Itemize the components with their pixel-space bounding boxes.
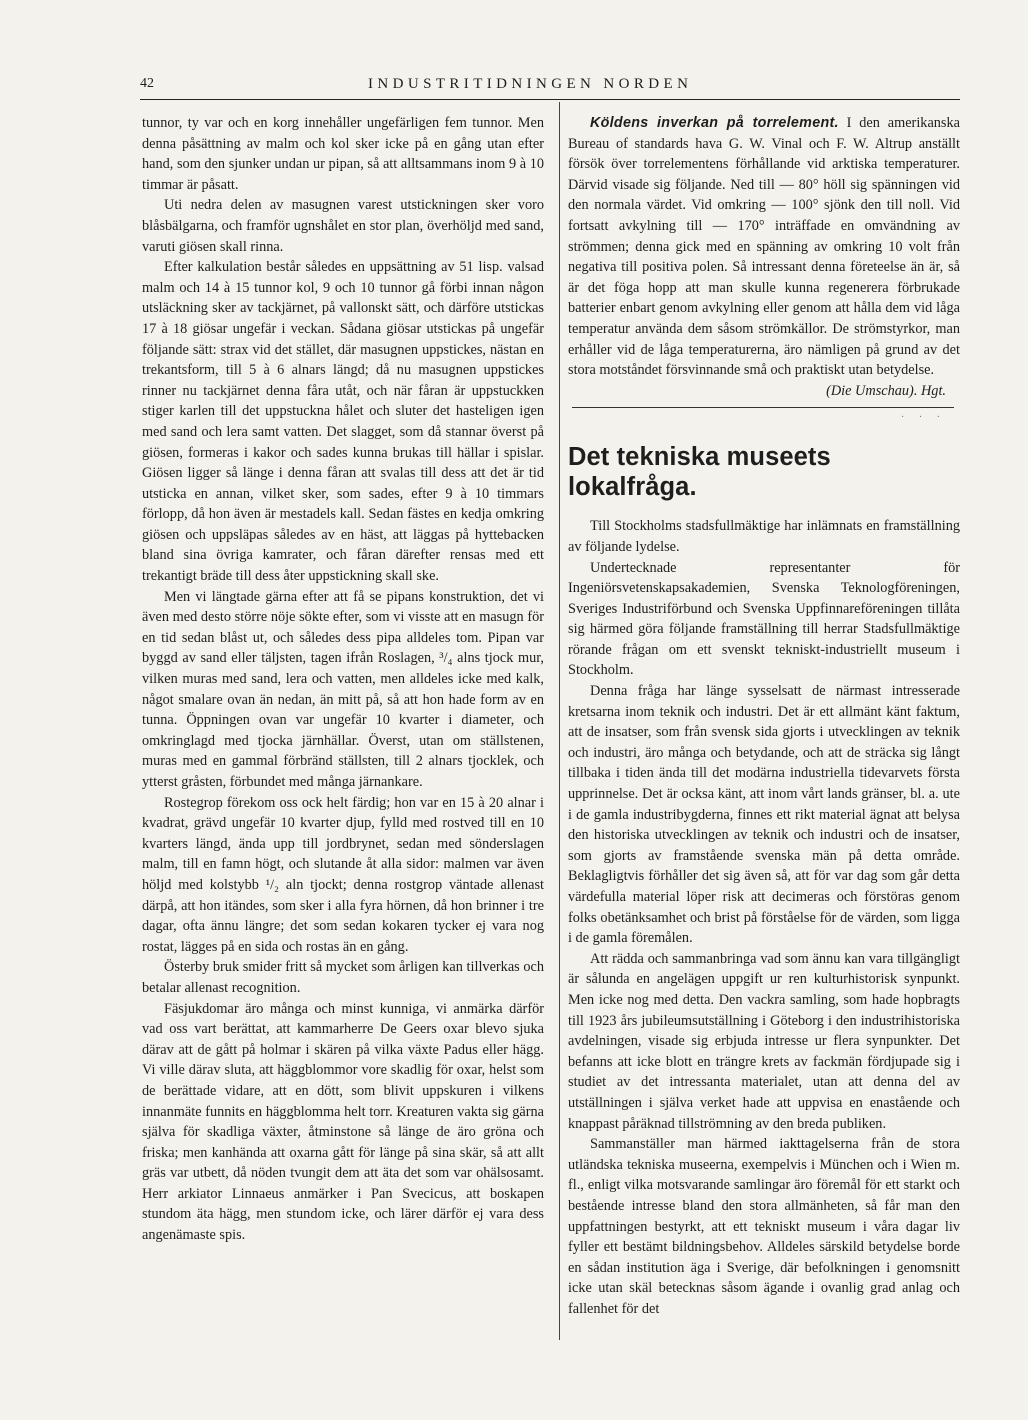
paragraph: Men vi längtade gärna efter att få se pipans konstruktion, det vi även med desto större nöje sökte efter, som vi visste att en masugn för en tid sedan blåst ut, och således dess pipa alldeles tom. Pipan var byggd av sand eller täljsten, tagen ifrån Roslagen, ³/₄ alns tjock mur, vilken muras med sand, lera och vatten, men alldeles icke med kalk, något smalare ovan än nedan, än mitt på, så att hon hade form av en tunna. Öppningen ovan var ungefär 10 kvarter i diameter, och omkringlagd med tjocka järnhällar. Överst, utan om ställstenen, muras med en gammal förbränd ställsten, till 2 alnars tjocklek, och ytterst gråsten, förbundet med många järnankare. (142, 588, 544, 790)
news-note (568, 113, 960, 381)
column-divider (559, 102, 560, 1340)
paragraph: Undertecknade representanter för Ingeniörsvetenskapsakademien, Svenska Teknologföreningen, Sveriges Industriförbund och Svenska Uppfinnareföreningen tillåta sig härmed göra följande framställning till herrar Stadsfullmäktige rörande frågan om ett svenskt tekniskt-industriellt museum i Stockholm. (568, 559, 960, 679)
paragraph: Rostegrop förekom oss ock helt färdig; hon var en 15 à 20 alnar i kvadrat, grävd ungefär 10 kvarter djup, fylld med rostved till en 10 kvarters längd, ända upp till jordbrynet, sedan med sönderslagen malm, till en famn högt, och slutande åt alla sidor: malmen var även höljd med kolstybb ¹/₂ aln tjockt; denna rostgrop väntade allenast därpå, att hon itändes, som sker i alla fyra hörnen, då hon brinner i tre dagar, ofta ännu längre; det som sedan kokaren tycker ej vara nog rostat, lägges på en sida och rostas än en gång. (142, 794, 544, 955)
paragraph: Efter kalkulation består således en uppsättning av 51 lisp. valsad malm och 14 à 15 tunnor kol, 9 och 10 tunnor gå förbi innan någon utsläckning sker av tackjärnet, på vallonskt sätt, och därföre utstickas 17 à 18 giösar ungefär i veckan. Sådana giösar utstickas på ungefär följande sätt: strax vid det stället, där masugnen uppstickes, nästan en trekantsform, till 5 à 6 alnars längd; då nu masugnen uppstickes rinner nu tackjärnet denna fåra utåt, och när fåran är uppstuckken stiger karlen till det uppstuckna hålet och sluter det hasteligen igen med sand och lera samt vatten. Det slagget, som då stannar överst på giösen, formeras i kakor och sades kunna brukas till hällar i spislar. Giösen ligger så länge i denna fåran att svalas till dess att det är tid utsticka en annan, vilket sker, som sades, efter 9 à 10 timmars förlopp, då hon även är mestadels kall. Sedan fästes en kedja omkring giösen och uppsläpas således av en häst, att läggas på hyttebacken bland sina övriga kamrater, och fåran därefter rensas med ett trekantigt bräde till dess åter uppstickning skall ske. (142, 259, 544, 585)
left-column (142, 113, 544, 1246)
paragraph: Fäsjukdomar äro många och minst kunniga, vi anmärka därför vad oss vart berättat, att kammarherre De Geers oxar blevo sjuka därav att de gått på holmar i skären på vilka växte Padus eller hägg. Vi ville därav sluta, att häggblommor vore skadlig för oxar, helst som de berättade vidare, att en dött, som blivit uppskuren i vilkens innanmäte funnits en häggblomma helt torr. Kreaturen vakta sig gärna själva för skadliga växter, åtminstone så länge de äro gröna och friska; men kanhända att oxarna gått för länge på sina skär, så att allt gräs var utbett, då nöden tvungit dem att äta det som var ohälsosamt. Herr arkiator Linnaeus anmärker i Pan Svecicus, att boskapen stundom äta hägg, men stundom icke, och lärer därför ej vara dess angenämaste spis. (142, 1000, 544, 1244)
paragraph: Uti nedra delen av masugnen varest utstickningen sker voro blåsbälgarna, och framför ugnshålet en stor plan, överhöljd med sand, varuti giösen skall rinna. (142, 197, 544, 255)
right-column (568, 113, 960, 1319)
paragraph: tunnor, ty var och en korg innehåller ungefärligen fem tunnor. Men denna påsättning av malm och kol sker icke på en gång utan efter hand, som den sjunker undan ur pipan, så att alltsammans inom 9 à 10 timmar är påsatt. (142, 115, 544, 193)
header-rule (140, 99, 960, 100)
paragraph: Att rädda och sammanbringa vad som ännu kan vara tillgängligt är sålunda en angelägen uppgift ur ren kulturhistorisk synpunkt. Men icke nog med detta. Den vackra samling, som hade hopbragts till 1923 års jubileumsutställning i Göteborg i den industrihistoriska avdelningen, visade sig erbjuda intresse ur flera synpunkter. Det befanns att icke blott en trängre krets av fackmän fördjupade sig i studiet av det intressanta materialet, utan att denna del av utställningen i själva verket hade att uppvisa en enastående och knappast påräknad tillströmning av den breda publiken. (568, 950, 960, 1132)
note-text: I den amerikanska Bureau of standards hava G. W. Vinal och F. W. Altrup anställt försök över torrelementens förhållande vid arktiska temperaturer. Därvid visade sig följande. Ned till — 80° höll sig spänningen vid den normala värdet. Vid omkring — 100° sjönk den till noll. Vid fortsatt avkylning till — 170° inträffade en omvändning av strömmen; denna gick med en spänning av omkring 10 volt från negativa till positiva polen. Så intressant denna företeelse än är, så är det föga hopp att man skulle kunna regenerera förbrukade batterier enbart genom avkylning eller genom att hålla dem vid låga temperatur använda dem såsom strömkällor. De strömstyrkor, man erhåller vid de låga temperaturerna, äro nämligen på grund av det stora motståndet försvinnande små och praktiskt utan betydelse. (568, 115, 960, 379)
decorative-dots: · · · (901, 412, 946, 424)
note-attribution: (Die Umschau). Hgt. (826, 382, 946, 399)
page-number: 42 (140, 76, 154, 91)
note-heading: Köldens inverkan på torrelement. (590, 115, 839, 131)
running-title: INDUSTRITIDNINGEN NORDEN (368, 76, 693, 92)
article-title: Det tekniska museets lokalfråga. (568, 443, 831, 502)
page-header (140, 74, 960, 98)
paragraph: Till Stockholms stadsfullmäktige har inlämnats en framställning av följande lydelse. (568, 518, 960, 555)
paragraph: Denna fråga har länge sysselsatt de närmast intresserade kretsarna inom teknik och industri. Det är ett allmänt känt faktum, att de insatser, som från svensk sida gjorts i utvecklingen av teknik och industri, äro många och betydande, och att de sträcka sig långt tillbaka i tiden ända till det modärna industriella tidevarvets första upprinnelse. Det är ocksa känt, att inom vårt lands gränser, bl. a. ute i de gamla industribygderna, finnes ett rikt material ägnat att belysa den historiska utvecklingen av teknik och industri och de insatser, som gjorts av framstående svenska män på detta område. Beklagligtvis förhåller det sig även så, att för var dag som går detta värdefulla material löper risk att decimeras och förstöras genom folks obetänksamhet och brist på förståelse för de värden, som ligga i de gamla föremålen. (568, 683, 960, 947)
paragraph: Österby bruk smider fritt så mycket som årligen kan tillverkas och betalar allenast recognition. (142, 959, 544, 996)
paragraph: Sammanställer man härmed iakttagelserna från de stora utländska tekniska museerna, exempelvis i München och i Wien m. fl., enligt vilka motsvarande samlingar äro föremål för ett starkt och bestående intresse bland den stora allmänheten, så får man den uppfattningen bestyrkt, att ett tekniskt museum i våra dagar liv fyller ett bestämt bildningsbehov. Alldeles särskild betydelse borde en sådan institution äga i Sverige, där befolkningen i genomsnitt icke utan skäl betecknas såsom ägande i ovanlig grad anlag och fallenhet för det (568, 1136, 960, 1317)
